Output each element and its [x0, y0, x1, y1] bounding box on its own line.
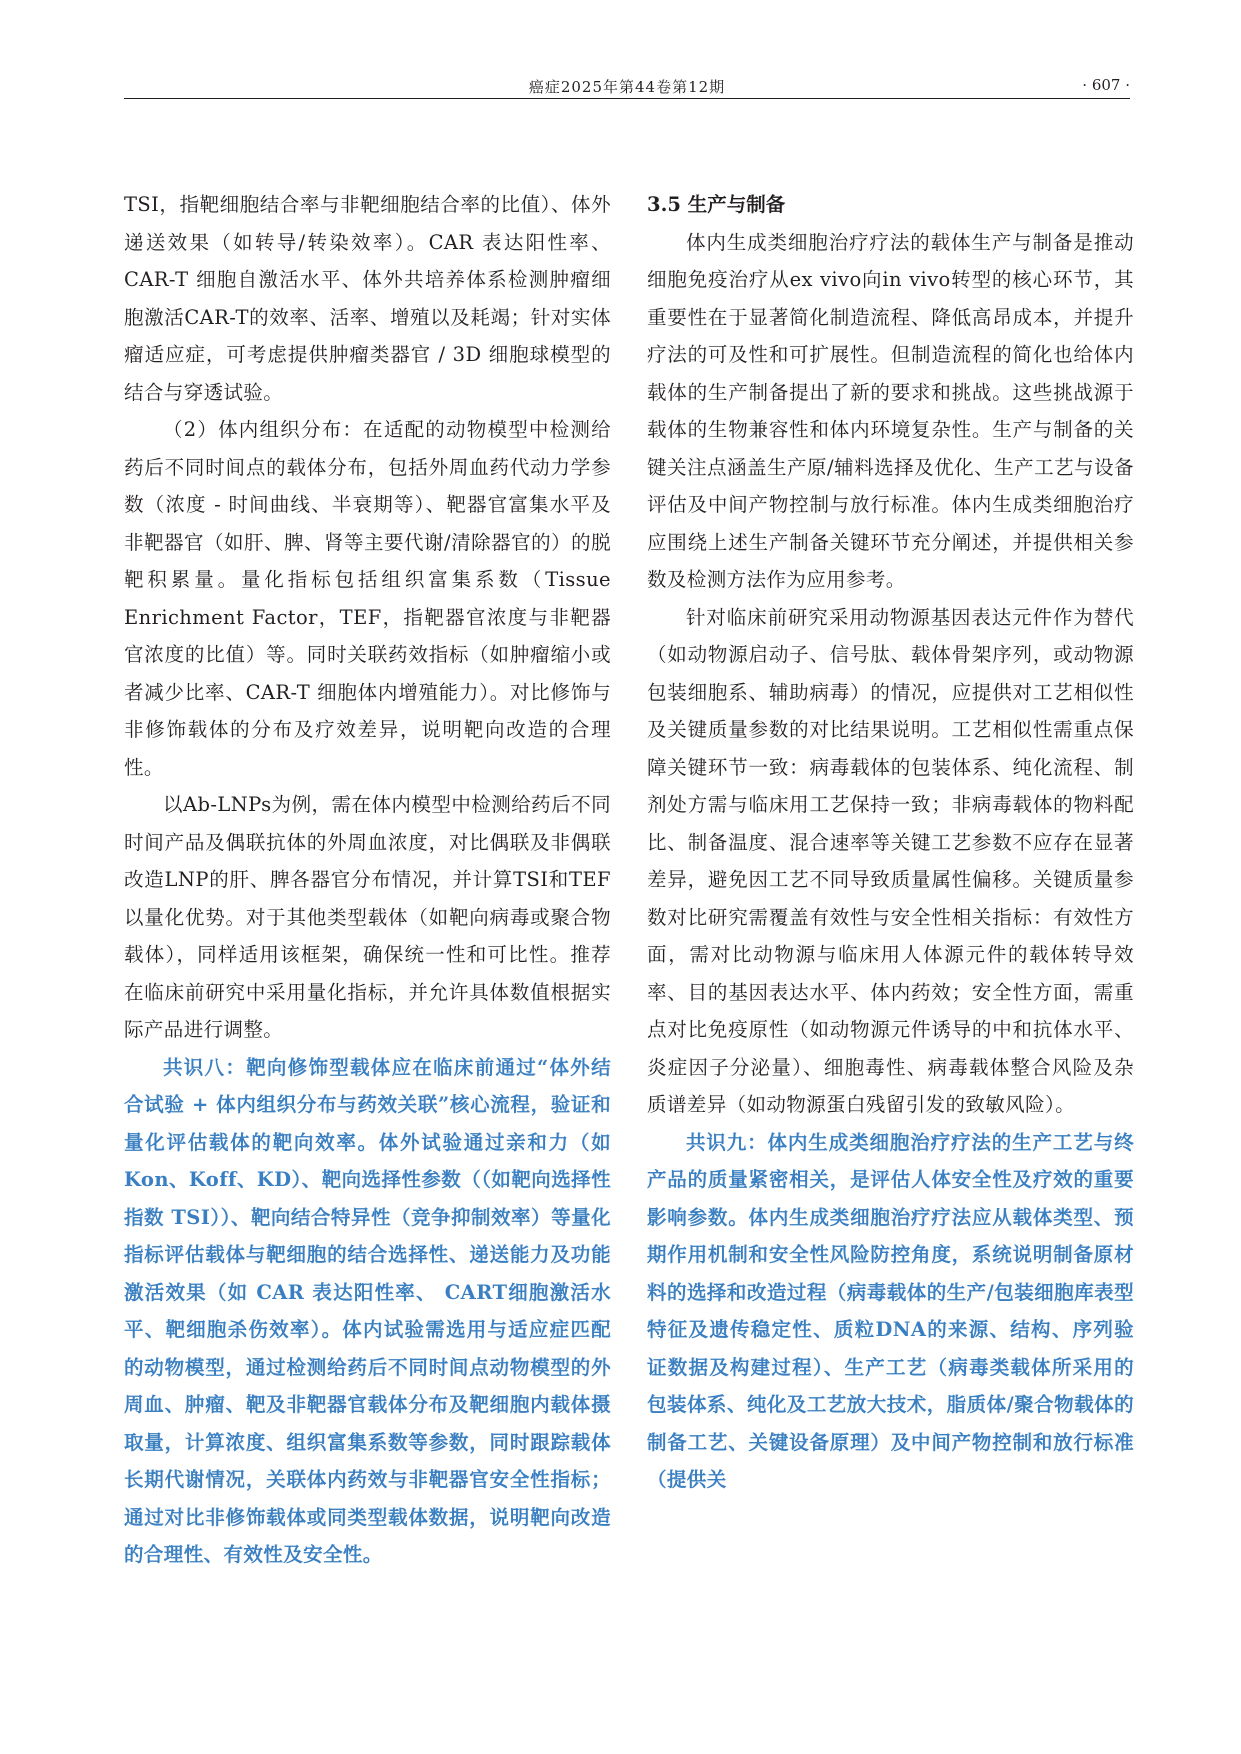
page-number: · 607 ·	[1082, 76, 1130, 94]
section-title: 3.5 生产与制备	[647, 193, 786, 216]
left-paragraph-3: 以Ab-LNPs为例，需在体内模型中检测给药后不同时间产品及偶联抗体的外周血浓度，对比偶联及非偶联改造LNP的肝、脾各器官分布情况，并计算TSI和TEF以量化优势。对于其他类型载体（如靶向病毒或聚合物载体），同样适用该框架，确保统一性和可比性。推荐在临床前研究中采用量化指标，并允许具体数值根据实际产品进行调整。	[124, 793, 611, 1041]
left-column	[124, 186, 611, 1574]
consensus-eight: 共识八：靶向修饰型载体应在临床前通过“体外结合试验 + 体内组织分布与药效关联”核心流程，验证和量化评估载体的靶向效率。体外试验通过亲和力（如Kon、Koff、KD）、靶向选择性参数（（如靶向选择性指数 TSI））、靶向结合特异性（竞争抑制效率）等量化指标评估载体与靶细胞的结合选择性、递送能力及功能激活效果（如 CAR 表达阳性率、 CART细胞激活水平、靶细胞杀伤效率）。体内试验需选用与适应症匹配的动物模型，通过检测给药后不同时间点动物模型的外周血、肿瘤、靶及非靶器官载体分布及靶细胞内载体摄取量，计算浓度、组织富集系数等参数，同时跟踪载体长期代谢情况，关联体内药效与非靶器官安全性指标；通过对比非修饰载体或同类型载体数据，说明靶向改造的合理性、有效性及安全性。	[124, 1055, 611, 1566]
page-header	[124, 76, 1130, 98]
left-paragraph-1: TSI，指靶细胞结合率与非靶细胞结合率的比值）、体外递送效果（如转导/转染效率）。CAR 表达阳性率、 CAR-T 细胞自激活水平、体外共培养体系检测肿瘤细胞激活CAR-T的效率、活率、增殖以及耗竭；针对实体瘤适应症，可考虑提供肿瘤类器官 / 3D 细胞球模型的结合与穿透试验。	[124, 193, 611, 404]
header-rule	[124, 98, 1130, 99]
right-paragraph-1: 体内生成类细胞治疗疗法的载体生产与制备是推动细胞免疫治疗从ex vivo向in vivo转型的核心环节，其重要性在于显著简化制造流程、降低高昂成本，并提升疗法的可及性和可扩展性。但制造流程的简化也给体内载体的生产制备提出了新的要求和挑战。这些挑战源于载体的生物兼容性和体内环境复杂性。生产与制备的关键关注点涵盖生产原/辅料选择及优化、生产工艺与设备评估及中间产物控制与放行标准。体内生成类细胞治疗应围绕上述生产制备关键环节充分阐述，并提供相关参数及检测方法作为应用参考。	[647, 230, 1134, 591]
right-column	[647, 186, 1134, 1499]
consensus-nine: 共识九：体内生成类细胞治疗疗法的生产工艺与终产品的质量紧密相关，是评估人体安全性及疗效的重要影响参数。体内生成类细胞治疗疗法应从载体类型、预期作用机制和安全性风险防控角度，系统说明制备原材料的选择和改造过程（病毒载体的生产/包装细胞库表型特征及遗传稳定性、质粒DNA的来源、结构、序列验证数据及构建过程）、生产工艺（病毒类载体所采用的包装体系、纯化及工艺放大技术，脂质体/聚合物载体的制备工艺、关键设备原理）及中间产物控制和放行标准（提供关	[647, 1130, 1134, 1491]
right-paragraph-2: 针对临床前研究采用动物源基因表达元件作为替代（如动物源启动子、信号肽、载体骨架序列，或动物源包装细胞系、辅助病毒）的情况，应提供对工艺相似性及关键质量参数的对比结果说明。工艺相似性需重点保障关键环节一致：病毒载体的包装体系、纯化流程、制剂处方需与临床用工艺保持一致；非病毒载体的物料配比、制备温度、混合速率等关键工艺参数不应存在显著差异，避免因工艺不同导致质量属性偏移。关键质量参数对比研究需覆盖有效性与安全性相关指标：有效性方面，需对比动物源与临床用人体源元件的载体转导效率、目的基因表达水平、体内药效；安全性方面，需重点对比免疫原性（如动物源元件诱导的中和抗体水平、炎症因子分泌量）、细胞毒性、病毒载体整合风险及杂质谱差异（如动物源蛋白残留引发的致敏风险）。	[647, 605, 1134, 1116]
left-paragraph-2: （2）体内组织分布：在适配的动物模型中检测给药后不同时间点的载体分布，包括外周血药代动力学参数（浓度 - 时间曲线、半衰期等）、靶器官富集水平及非靶器官（如肝、脾、肾等主要代谢/清除器官的）的脱靶积累量。量化指标包括组织富集系数（Tissue Enrichment Factor，TEF，指靶器官浓度与非靶器官浓度的比值）等。同时关联药效指标（如肿瘤缩小或者减少比率、CAR-T 细胞体内增殖能力）。对比修饰与非修饰载体的分布及疗效差异，说明靶向改造的合理性。	[124, 418, 611, 779]
journal-title: 癌症2025年第44卷第12期	[528, 78, 726, 96]
